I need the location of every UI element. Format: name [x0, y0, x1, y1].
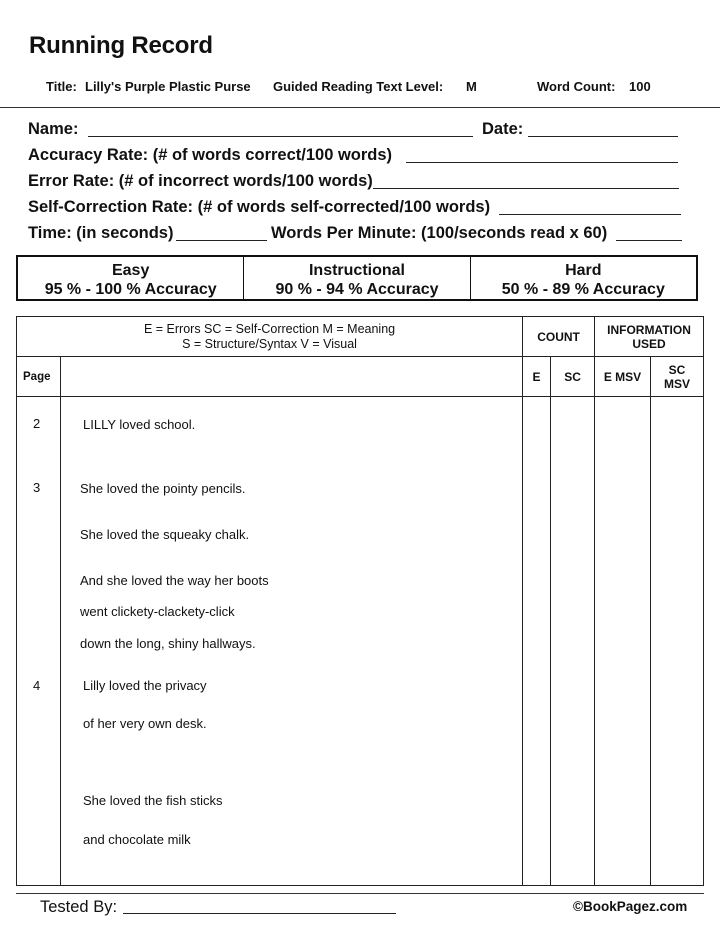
word-count-label: Word Count:: [537, 79, 616, 94]
error-rate-line[interactable]: [373, 188, 679, 189]
legend-line-2: S = Structure/Syntax V = Visual: [182, 336, 357, 351]
text-line: Lilly loved the privacy: [83, 678, 207, 693]
tested-by-label: Tested By:: [40, 898, 118, 916]
name-label: Name:: [28, 120, 79, 138]
legend-cell: [17, 317, 523, 357]
level-easy: [18, 257, 243, 299]
text-line: and chocolate milk: [83, 832, 191, 847]
level-instructional-range: 90 % - 94 % Accuracy: [275, 281, 439, 298]
time-label: Time: (in seconds): [28, 224, 174, 242]
count-header: COUNT: [523, 317, 595, 357]
e-msv-header: E MSV: [595, 357, 651, 397]
legend-line-1: E = Errors SC = Self-Correction M = Meaning: [143, 321, 396, 336]
wpm-label: Words Per Minute: (100/seconds read x 60): [271, 224, 608, 242]
level-hard-range: 50 % - 89 % Accuracy: [501, 281, 665, 298]
page-header: Page: [17, 357, 61, 397]
date-line[interactable]: [528, 136, 678, 137]
level-hard-name: Hard: [565, 262, 602, 279]
text-line: And she loved the way her boots: [80, 573, 269, 588]
e-msv-column[interactable]: [595, 397, 651, 886]
text-line: LILLY loved school.: [83, 417, 196, 432]
self-correction-rate-label: Self-Correction Rate: (# of words self-corrected/100 words): [28, 198, 491, 216]
sc-msv-header: SC MSV: [650, 357, 703, 397]
text-line: went clickety-clackety-click: [80, 604, 235, 619]
footer-divider: [16, 893, 704, 894]
word-count-value: 100: [629, 79, 651, 94]
information-used-header: INFORMATION USED: [595, 317, 704, 357]
name-line[interactable]: [88, 136, 473, 137]
page-title: Running Record: [29, 32, 213, 59]
sc-count-column[interactable]: [551, 397, 595, 886]
error-rate-label: Error Rate: (# of incorrect words/100 words): [28, 172, 373, 190]
level-hard: [470, 257, 696, 299]
page-number-4: 4: [33, 678, 41, 693]
wpm-line[interactable]: [616, 240, 682, 241]
self-correction-rate-line[interactable]: [499, 214, 681, 215]
sc-msv-column[interactable]: [650, 397, 703, 886]
level-label: Guided Reading Text Level:: [273, 79, 444, 94]
level-instructional: [243, 257, 469, 299]
page-number-2: 2: [33, 416, 41, 431]
time-line[interactable]: [176, 240, 267, 241]
text-line: down the long, shiny hallways.: [80, 636, 256, 651]
level-instructional-name: Instructional: [308, 262, 405, 279]
text-line: She loved the fish sticks: [83, 793, 223, 808]
e-count-header: E: [523, 357, 551, 397]
tested-by-line[interactable]: [123, 913, 396, 914]
accuracy-levels: [16, 255, 698, 301]
date-label: Date:: [482, 120, 524, 138]
book-title-label: Title:: [46, 79, 77, 94]
header-divider: [0, 107, 720, 108]
text-line: of her very own desk.: [83, 716, 207, 731]
e-count-column[interactable]: [523, 397, 551, 886]
text-line: She loved the pointy pencils.: [80, 481, 246, 496]
page-number-3: 3: [33, 480, 41, 495]
text-header-cell: [60, 357, 522, 397]
accuracy-rate-line[interactable]: [406, 162, 678, 163]
copyright: ©BookPagez.com: [573, 899, 688, 914]
page-column: [17, 397, 61, 886]
sc-count-header: SC: [551, 357, 595, 397]
level-value: M: [466, 79, 477, 94]
level-easy-name: Easy: [111, 262, 150, 279]
accuracy-rate-label: Accuracy Rate: (# of words correct/100 words): [28, 146, 393, 164]
level-easy-range: 95 % - 100 % Accuracy: [44, 281, 217, 298]
book-title: Lilly's Purple Plastic Purse: [85, 79, 251, 94]
text-line: She loved the squeaky chalk.: [80, 527, 250, 542]
